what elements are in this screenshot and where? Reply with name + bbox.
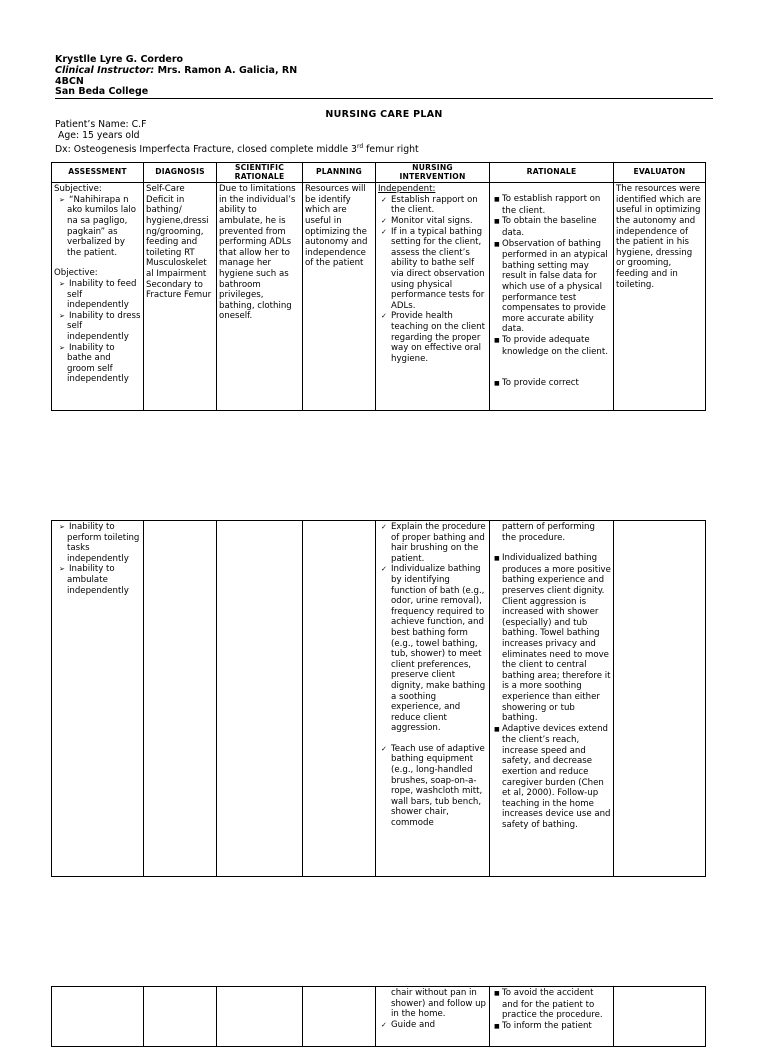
checkmark-icon: ✓: [381, 312, 387, 321]
patient-diagnosis: [55, 141, 419, 155]
arrow-bullet-icon: ➢: [59, 523, 65, 531]
checkmark-icon: ✓: [381, 195, 387, 204]
care-plan-table-page-2: [51, 520, 706, 877]
dx-text-end: femur right: [363, 144, 419, 156]
dx-text: Dx: Osteogenesis Imperfecta Fracture, closed complete middle 3: [55, 144, 357, 156]
header-divider: [55, 98, 713, 99]
list-item: ✓ Individualize bathing by identifying function of bath (e.g., odor, urine removal), frequency required to achieve function, and best bathing form (e.g., towel bathing, tub, shower) to meet client preferences, preserve client dignity, make bathing a soothing experience, and reduce client aggression.: [381, 564, 486, 734]
table-row: [52, 521, 706, 877]
col-evaluation: EVALUATON: [614, 163, 706, 183]
subjective-label: Subjective:: [54, 184, 102, 195]
rationale-cell: [490, 521, 614, 877]
list-item: ✓ Guide and: [381, 1019, 436, 1030]
sci-rationale-cell: [217, 987, 303, 1047]
student-name: Krystlle Lyre G. Cordero: [55, 54, 184, 65]
list-item: ■ To obtain the baseline data.: [494, 216, 597, 238]
list-item: ➢ Inability to bathe and groom self independently: [59, 342, 129, 385]
intervention-cell: [376, 987, 490, 1047]
col-sci-rationale: SCIENTIFIC RATIONALE: [217, 163, 303, 183]
rationale-cell: [490, 987, 614, 1047]
evaluation-cell: [614, 521, 706, 877]
assessment-cell: [52, 183, 144, 411]
checkmark-icon: ✓: [381, 1020, 387, 1029]
clinical-instructor: [55, 65, 297, 77]
planning-cell: [303, 521, 376, 877]
square-bullet-icon: ■: [494, 240, 500, 248]
planning-cell: Resources will be identify which are useful in optimizing the autonomy and independence of the patient: [303, 183, 376, 411]
planning-cell: [303, 987, 376, 1047]
list-item: ■ Adaptive devices extend the client’s reach, increase speed and safety, and decrease exertion and reduce caregiver burden (Chen et al, 2000). Follow-up teaching in the home increases device use and safety of bathing.: [494, 723, 611, 831]
square-bullet-icon: ■: [494, 555, 500, 563]
patient-name: Patient’s Name: C.F: [55, 119, 147, 130]
arrow-bullet-icon: ➢: [59, 343, 65, 352]
intervention-continued: chair without pan in shower) and follow up in the home.: [391, 988, 486, 1020]
checkmark-icon: ✓: [381, 523, 387, 531]
assessment-cell: [52, 987, 144, 1047]
square-bullet-icon: ■: [494, 336, 500, 344]
arrow-bullet-icon: ➢: [59, 279, 65, 288]
intervention-cell: [376, 183, 490, 411]
col-planning: PLANNING: [303, 163, 376, 183]
table-row: [52, 987, 706, 1047]
independent-label: Independent:: [378, 184, 436, 195]
diagnosis-cell: Self-Care Deficit in bathing/ hygiene,dressi ng/grooming, feeding and toileting RT Musculoskelet al Impairment Secondary to Fracture Femur: [144, 183, 217, 411]
evaluation-cell: [614, 987, 706, 1047]
intervention-cell: [376, 521, 490, 877]
rationale-continued: pattern of performing the procedure.: [502, 522, 595, 543]
list-item: ■ To inform the patient: [494, 1020, 592, 1031]
list-item: ✓ Teach use of adaptive bathing equipment (e.g., long-handled brushes, soap-on-a-rope, washcloth mitt, wall bars, tub bench, shower chair, commode: [381, 743, 485, 829]
evaluation-cell: The resources were identified which are useful in optimizing the autonomy and independence of the patient in his hygiene, dressing or grooming, feeding and in toileting.: [614, 183, 706, 411]
objective-label: Objective:: [54, 268, 98, 279]
square-bullet-icon: ■: [494, 990, 500, 997]
arrow-bullet-icon: ➢: [59, 311, 65, 320]
header-row: [52, 163, 706, 183]
list-item: ✓ Explain the procedure of proper bathing and hair brushing on the patient.: [381, 522, 486, 564]
care-plan-table-page-1: [51, 162, 706, 411]
sci-rationale-cell: [217, 521, 303, 877]
diagnosis-cell: [144, 521, 217, 877]
square-bullet-icon: ■: [494, 380, 500, 388]
arrow-bullet-icon: ➢: [59, 195, 65, 204]
list-item: ✓ Monitor vital signs.: [381, 215, 473, 226]
list-item: ■ Observation of bathing performed in an atypical bathing setting may result in false data for which use of a physical performance test compensates to provide more accurate ability data.: [494, 238, 608, 335]
list-item: ➢ Inability to perform toileting tasks independently: [59, 522, 140, 564]
ci-name: Mrs. Ramon A. Galicia, RN: [157, 65, 298, 76]
care-plan-table-page-3: [51, 986, 706, 1047]
document-title: NURSING CARE PLAN: [325, 109, 443, 120]
list-item: ✓ If in a typical bathing setting for the client, assess the client’s ability to bathe self via direct observation using physical performance tests for ADLs.: [381, 226, 485, 311]
list-item: ■ To avoid the accident and for the patient to practice the procedure.: [494, 988, 603, 1021]
list-item: ■ To establish rapport on the client.: [494, 194, 601, 216]
square-bullet-icon: ■: [494, 218, 500, 226]
diagnosis-cell: [144, 987, 217, 1047]
col-assessment: ASSESSMENT: [52, 163, 144, 183]
list-item: ➢ Inability to dress self independently: [59, 310, 141, 342]
sci-rationale-cell: Due to limitations in the individual’s ability to ambulate, he is prevented from performing ADLs that allow her to manage her hygiene such as bathroom privileges, bathing, clothing oneself.: [217, 183, 303, 411]
table-row: [52, 183, 706, 411]
list-item: ➢ Inability to feed self independently: [59, 278, 137, 311]
list-item: ■ Individualized bathing produces a more positive bathing experience and preserves client dignity. Client aggression is increased with shower (especially) and tub bathing. Towel bathing increases privacy and eliminates need to move the client to central bathing area; therefore it is a more soothing experience than either showering or tub bathing.: [494, 553, 611, 724]
checkmark-icon: ✓: [381, 565, 387, 574]
square-bullet-icon: ■: [494, 196, 500, 204]
col-intervention: NURSING INTERVENTION: [376, 163, 490, 183]
square-bullet-icon: ■: [494, 725, 500, 733]
rationale-cell: [490, 183, 614, 411]
list-item: ✓ Provide health teaching on the client regarding the proper way on effective oral hygiene.: [381, 311, 485, 364]
col-rationale: RATIONALE: [490, 163, 614, 183]
list-item: ➢ Inability to ambulate independently: [59, 564, 129, 596]
patient-age: Age: 15 years old: [58, 130, 140, 141]
checkmark-icon: ✓: [381, 216, 387, 225]
section: 4BCN: [55, 76, 84, 87]
school: San Beda College: [55, 86, 149, 97]
ci-label: Clinical Instructor:: [55, 65, 155, 76]
list-item: ■ To provide correct: [494, 378, 579, 389]
dx-sup: rd: [356, 143, 364, 150]
col-diagnosis: DIAGNOSIS: [144, 163, 217, 183]
list-item: ✓ Establish rapport on the client.: [381, 194, 478, 216]
assessment-cell: [52, 521, 144, 877]
list-item: ➢ “Nahihirapa n ako kumilos lalo na sa pagligo, pagkain” as verbalized by the patient.: [59, 194, 136, 258]
checkmark-icon: ✓: [381, 744, 387, 753]
arrow-bullet-icon: ➢: [59, 565, 65, 574]
list-item: ■ To provide adequate knowledge on the client.: [494, 334, 608, 357]
checkmark-icon: ✓: [381, 227, 387, 236]
square-bullet-icon: ■: [494, 1022, 500, 1030]
